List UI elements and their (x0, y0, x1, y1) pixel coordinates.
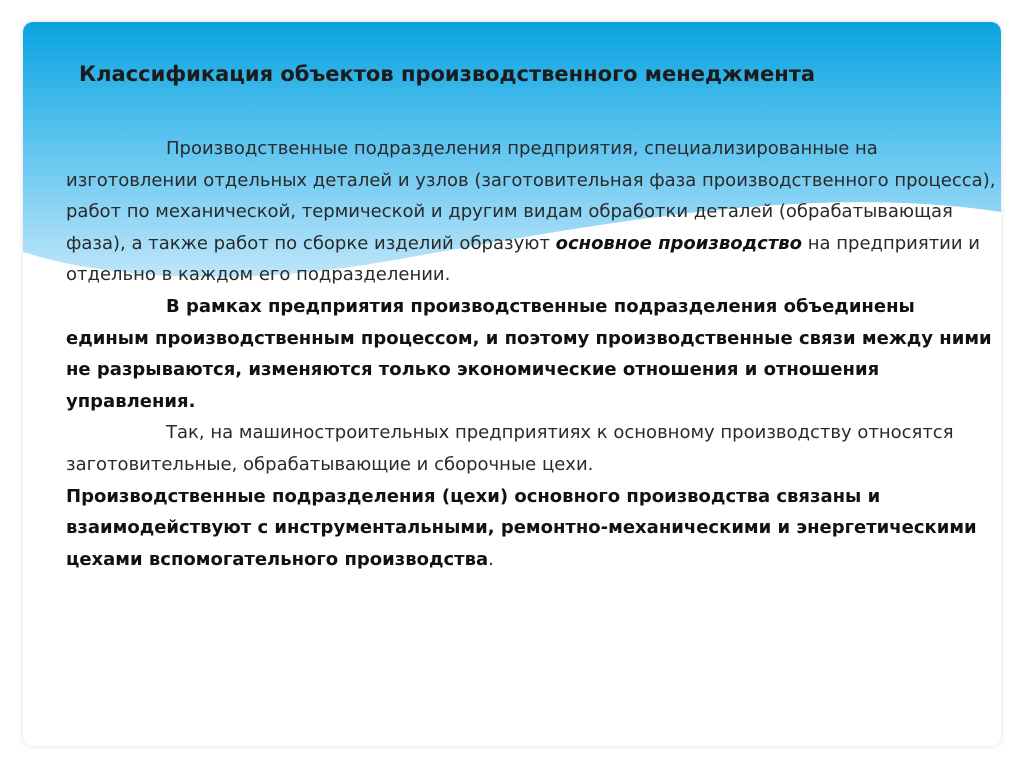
paragraph-enterprise-units: В рамках предприятия производственные подразделения объединены единым производственным процессом, и поэтому производственные связи между ними не разрываются, изменяются только экономические отношения и отношения управления. (66, 295, 992, 412)
paragraph-1-text: Производственные подразделения предприятия, специализированные на изготовлении отдельных деталей и узлов (заготовительная фаза производственного процесса), работ по механической, термической и другим видам обработки деталей (обрабатывающая фаза), а также работ по сборке изделий образуют (66, 138, 996, 254)
slide-body (66, 133, 996, 575)
paragraph-machine-building: Так, на машиностроительных предприятиях к основному производству относятся заготовительные, обрабатывающие и сборочные цехи. (66, 422, 954, 475)
paragraph-1-ending: на предприятии и отдельно в каждом его подразделении. (66, 232, 980, 286)
paragraph-main-production (66, 133, 996, 291)
slide-frame (23, 22, 1001, 746)
slide-title: Классификация объектов производственного менеджмента (79, 62, 816, 86)
paragraph-auxiliary-links (66, 481, 996, 576)
emphasis-main-production: основное производство (555, 232, 803, 254)
paragraph-4-tail: . (488, 548, 494, 570)
paragraph-4-bold-text: Производственные подразделения (цехи) основного производства связаны и взаимодействуют с инструментальными, ремонтно-механическими и энергетическими цехами вспомогательного производства (66, 485, 977, 570)
